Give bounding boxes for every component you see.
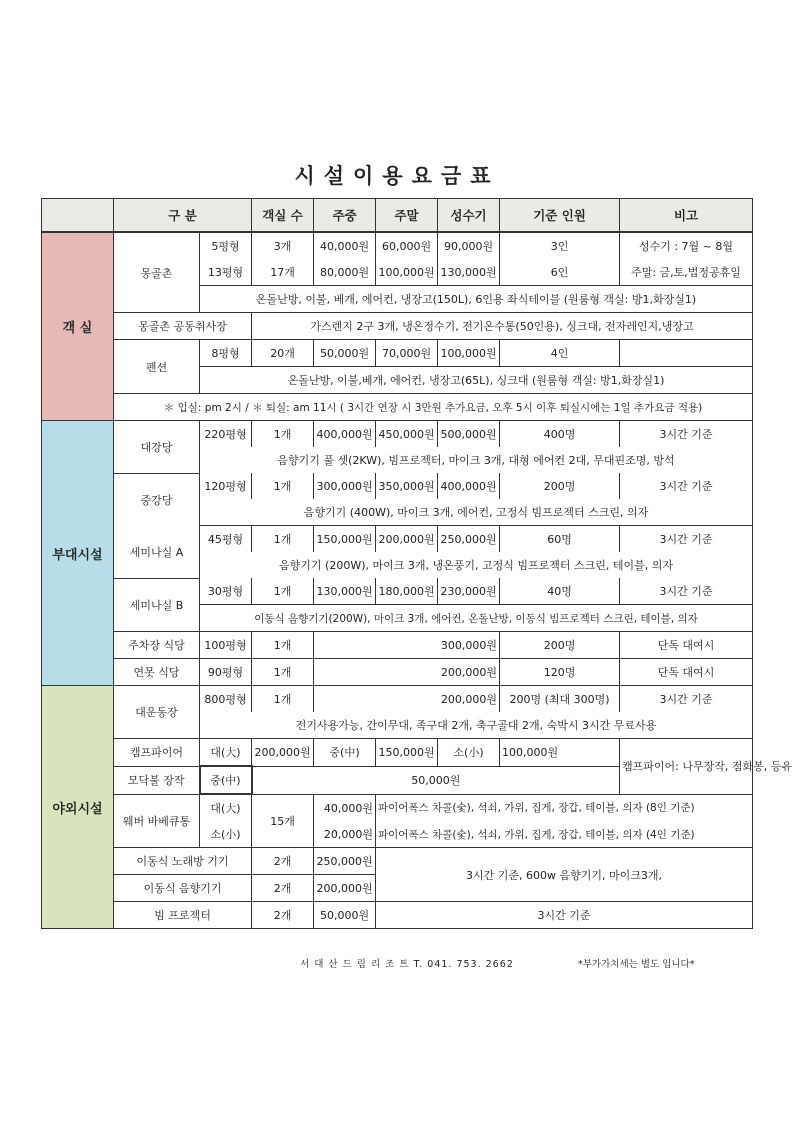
footer-vat-note: *부가가치세는 별도 입니다* <box>578 959 695 970</box>
peak-price: 400,000원 <box>438 473 500 499</box>
header-capacity: 기준 인원 <box>500 199 620 233</box>
price: 200,000원 <box>314 875 376 902</box>
note: 주말: 금,토,법정공휴일 <box>620 259 753 286</box>
header-weekday: 주중 <box>314 199 376 233</box>
weekday-price: 40,000원 <box>314 232 376 259</box>
note: 3시간 기준 <box>620 473 753 499</box>
table-row <box>42 526 753 553</box>
note: 성수기 : 7월 ~ 8월 <box>620 232 753 259</box>
peak-price: 230,000원 <box>438 578 500 605</box>
description: 3시간 기준 <box>376 902 753 929</box>
price: 20,000원 <box>314 821 376 848</box>
capacity: 200명 <box>500 473 620 499</box>
weekday-price: 150,000원 <box>314 526 376 553</box>
count: 15개 <box>252 794 314 848</box>
note: 3시간 기준 <box>620 686 753 713</box>
description: 음향기기 (200W), 마이크 3개, 냉온풍기, 고정식 빔프로젝터 스크린, 테이블, 의자 <box>200 552 753 578</box>
table-row <box>42 394 753 421</box>
item-karaoke: 이동식 노래방 기기 <box>114 848 252 875</box>
weekend-price: 100,000원 <box>376 259 438 286</box>
item-grand-hall: 대강당 <box>114 421 200 474</box>
capacity: 400명 <box>500 421 620 448</box>
count: 1개 <box>252 578 314 605</box>
size: 5평형 <box>200 232 252 259</box>
weekend-price: 60,000원 <box>376 232 438 259</box>
item-campfire: 캠프파이어 <box>114 739 200 767</box>
count: 1개 <box>252 526 314 553</box>
price: 200,000원 <box>314 659 500 686</box>
item-monggol: 몽골촌 <box>114 232 200 313</box>
category-room: 객 실 <box>42 232 114 421</box>
note: 단독 대여시 <box>620 632 753 659</box>
count: 20개 <box>252 340 314 367</box>
size: 8평형 <box>200 340 252 367</box>
size-label: 중(中) <box>314 739 376 767</box>
table-row <box>42 848 753 875</box>
price: 300,000원 <box>314 632 500 659</box>
size: 30평형 <box>200 578 252 605</box>
weekday-price: 130,000원 <box>314 578 376 605</box>
price: 200,000원 <box>314 686 500 713</box>
peak-price: 90,000원 <box>438 232 500 259</box>
description: 온돌난방, 이불, 베개, 에어컨, 냉장고(150L), 6인용 좌식테이블 (원룸형 객실: 방1,화장실1) <box>200 286 753 313</box>
size-label: 대(大) <box>200 794 252 821</box>
description: 온돌난방, 이불,베개, 에어컨, 냉장고(65L), 싱크대 (원룸형 객실: 방1,화장실1) <box>200 367 753 394</box>
size: 800평형 <box>200 686 252 713</box>
table-row <box>42 902 753 929</box>
price: 200,000원 <box>252 739 314 767</box>
note <box>620 340 753 367</box>
capacity: 4인 <box>500 340 620 367</box>
item-pension: 펜션 <box>114 340 200 394</box>
item-bonfire: 모닥불 장작 <box>114 766 200 794</box>
capacity: 6인 <box>500 259 620 286</box>
note: 3시간 기준 <box>620 578 753 605</box>
size: 220평형 <box>200 421 252 448</box>
note: 단독 대여시 <box>620 659 753 686</box>
size: 120평형 <box>200 473 252 499</box>
peak-price: 130,000원 <box>438 259 500 286</box>
weekend-price: 350,000원 <box>376 473 438 499</box>
table-row <box>42 232 753 259</box>
category-outdoor: 야외시설 <box>42 686 114 929</box>
size-label: 대(大) <box>200 739 252 767</box>
price: 50,000원 <box>314 902 376 929</box>
description: 가스렌지 2구 3개, 냉온정수기, 전기온수통(50인용), 싱크대, 전자레인지,냉장고 <box>252 313 753 340</box>
weekend-price: 70,000원 <box>376 340 438 367</box>
footer-resort-contact: 서 대 산 드 림 리 조 트 T. 041. 753. 2662 <box>300 959 514 970</box>
count: 1개 <box>252 632 314 659</box>
table-row <box>42 794 753 821</box>
size: 90평형 <box>200 659 252 686</box>
count: 1개 <box>252 421 314 448</box>
size: 13평형 <box>200 259 252 286</box>
category-sub: 부대시설 <box>42 421 114 686</box>
price: 100,000원 <box>500 739 620 767</box>
item-beam-projector: 빔 프로젝터 <box>114 902 252 929</box>
table-row <box>42 340 753 367</box>
note: 캠프파이어: 나무장작, 점화봉, 등유 <box>620 739 753 795</box>
description: 전기사용가능, 간이무대, 족구대 2개, 축구골대 2개, 숙박시 3시간 무료사용 <box>200 712 753 739</box>
description: 음향기기 풀 셋(2KW), 빔프로젝터, 마이크 3개, 대형 에어컨 2대, 무대핀조명, 방석 <box>200 447 753 473</box>
header-category: 구 분 <box>114 199 252 233</box>
size-label: 소(小) <box>200 821 252 848</box>
item-kitchen: 몽골촌 공동취사장 <box>114 313 252 340</box>
table-row <box>42 313 753 340</box>
count: 2개 <box>252 848 314 875</box>
size-label: 중(中) <box>200 766 252 794</box>
item-pond-restaurant: 연못 식당 <box>114 659 200 686</box>
weekend-price: 450,000원 <box>376 421 438 448</box>
peak-price: 100,000원 <box>438 340 500 367</box>
description: 3시간 기준, 600w 음향기기, 마이크3개, <box>376 848 753 902</box>
capacity: 60명 <box>500 526 620 553</box>
weekend-price: 180,000원 <box>376 578 438 605</box>
item-seminar-b: 세미나실 B <box>114 578 200 632</box>
price: 40,000원 <box>314 794 376 821</box>
count: 1개 <box>252 659 314 686</box>
peak-price: 500,000원 <box>438 421 500 448</box>
fee-table <box>41 198 792 929</box>
count: 1개 <box>252 686 314 713</box>
weekend-price: 200,000원 <box>376 526 438 553</box>
page-title: 시설이용요금표 <box>294 164 500 188</box>
table-row <box>42 473 753 499</box>
item-seminar-a: 세미나실 A <box>114 526 200 579</box>
table-row <box>42 421 753 448</box>
header-blank <box>42 199 114 233</box>
table-row <box>42 659 753 686</box>
table-row <box>42 739 753 767</box>
count: 1개 <box>252 473 314 499</box>
price: 250,000원 <box>314 848 376 875</box>
weekday-price: 300,000원 <box>314 473 376 499</box>
count: 2개 <box>252 875 314 902</box>
capacity: 200명 <box>500 632 620 659</box>
count: 2개 <box>252 902 314 929</box>
checkin-note: ＊ 입실: pm 2시 / ＊ 퇴실: am 11시 ( 3시간 연장 시 3만원 추가요금, 오후 5시 이후 퇴실시에는 1일 추가요금 적용) <box>114 394 753 421</box>
price: 50,000원 <box>252 766 620 794</box>
size: 45평형 <box>200 526 252 553</box>
peak-price: 250,000원 <box>438 526 500 553</box>
description: 이동식 음향기기(200W), 마이크 3개, 에어컨, 온돌난방, 이동식 빔프로젝터 스크린, 테이블, 의자 <box>200 605 753 632</box>
count: 17개 <box>252 259 314 286</box>
header-weekend: 주말 <box>376 199 438 233</box>
size-label: 소(小) <box>438 739 500 767</box>
item-parking-restaurant: 주차장 식당 <box>114 632 200 659</box>
item-field: 대운동장 <box>114 686 200 739</box>
note: 3시간 기준 <box>620 526 753 553</box>
capacity: 40명 <box>500 578 620 605</box>
capacity: 3인 <box>500 232 620 259</box>
description: 파이어폭스 차콜(숯), 석쇠, 가위, 집게, 장갑, 테이블, 의자 (8인 기준) <box>376 794 753 821</box>
table-row <box>42 686 753 713</box>
description: 음향기기 (400W), 마이크 3개, 에어컨, 고정식 빔프로젝터 스크린, 의자 <box>200 499 753 526</box>
weekday-price: 400,000원 <box>314 421 376 448</box>
header-count: 객실 수 <box>252 199 314 233</box>
item-portable-sound: 이동식 음향기기 <box>114 875 252 902</box>
count: 3개 <box>252 232 314 259</box>
weekday-price: 80,000원 <box>314 259 376 286</box>
description: 파이어폭스 차콜(숯), 석쇠, 가위, 집게, 장갑, 테이블, 의자 (4인 기준) <box>376 821 753 848</box>
item-medium-hall: 중강당 <box>114 473 200 526</box>
capacity: 200명 (최대 300명) <box>500 686 620 713</box>
price: 150,000원 <box>376 739 438 767</box>
size: 100평형 <box>200 632 252 659</box>
table-row <box>42 578 753 605</box>
note: 3시간 기준 <box>620 421 753 448</box>
header-peak: 성수기 <box>438 199 500 233</box>
header-row <box>42 199 753 233</box>
item-bbq: 웨버 바베큐통 <box>114 794 200 848</box>
capacity: 120명 <box>500 659 620 686</box>
weekday-price: 50,000원 <box>314 340 376 367</box>
table-row <box>42 632 753 659</box>
header-note: 비고 <box>620 199 753 233</box>
